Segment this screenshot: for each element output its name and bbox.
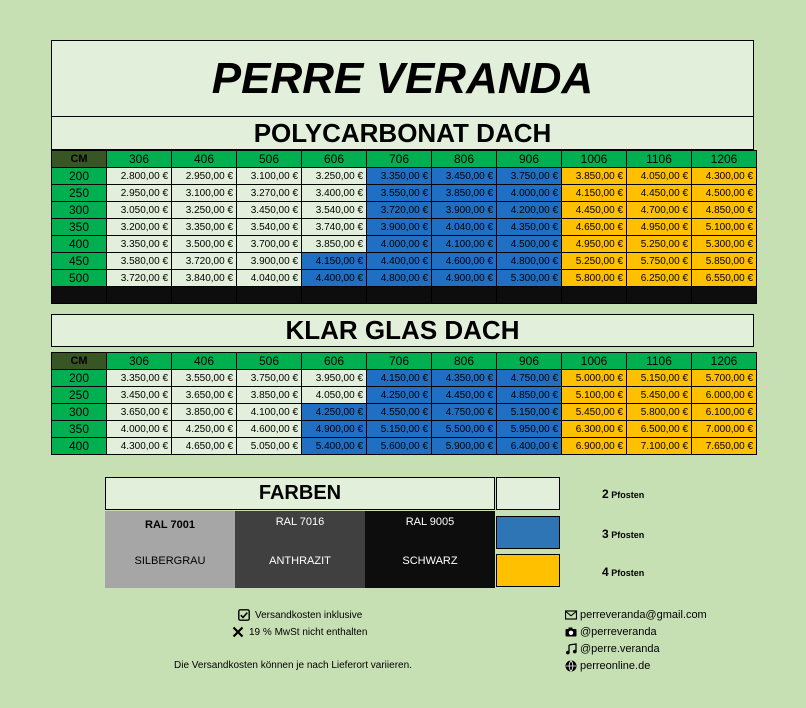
swatch-name: ANTHRAZIT — [269, 555, 331, 567]
table-row — [52, 421, 757, 438]
price-cell: 3.850,00 € — [432, 185, 497, 202]
cross-icon — [232, 626, 244, 638]
price-cell: 3.750,00 € — [497, 168, 562, 185]
width-header: 1106 — [627, 151, 692, 168]
music-note-icon — [565, 643, 577, 655]
price-cell: 3.250,00 € — [302, 168, 367, 185]
width-header: 406 — [172, 151, 237, 168]
width-header: 906 — [497, 151, 562, 168]
price-cell: 4.000,00 € — [497, 185, 562, 202]
width-header: 1106 — [627, 353, 692, 370]
price-cell: 3.650,00 € — [107, 404, 172, 421]
price-cell: 3.900,00 € — [367, 219, 432, 236]
price-cell: 4.750,00 € — [432, 404, 497, 421]
width-header: 606 — [302, 353, 367, 370]
price-cell: 5.150,00 € — [367, 421, 432, 438]
price-cell: 7.650,00 € — [692, 438, 757, 455]
price-cell: 3.400,00 € — [302, 185, 367, 202]
separator-cell — [432, 287, 497, 304]
depth-header: 200 — [52, 168, 107, 185]
table-row — [52, 270, 757, 287]
separator-cell — [627, 287, 692, 304]
separator-cell — [52, 287, 107, 304]
legend-swatch-3 — [496, 516, 560, 549]
width-header: 1206 — [692, 151, 757, 168]
width-header: 606 — [302, 151, 367, 168]
table-row — [52, 387, 757, 404]
price-cell: 5.250,00 € — [627, 236, 692, 253]
price-cell: 5.300,00 € — [497, 270, 562, 287]
swatch-name: SILBERGRAU — [134, 555, 206, 567]
price-cell: 4.250,00 € — [302, 404, 367, 421]
price-cell: 4.040,00 € — [432, 219, 497, 236]
note-shipping-varies: Die Versandkosten können je nach Lieferort variieren. — [174, 660, 412, 671]
poly-section-title: POLYCARBONAT DACH — [51, 117, 754, 150]
price-cell: 5.450,00 € — [627, 387, 692, 404]
price-cell: 4.350,00 € — [497, 219, 562, 236]
price-cell: 3.050,00 € — [107, 202, 172, 219]
width-header: 1006 — [562, 353, 627, 370]
price-cell: 3.900,00 € — [237, 253, 302, 270]
depth-header: 300 — [52, 202, 107, 219]
width-header: 806 — [432, 151, 497, 168]
price-cell: 4.300,00 € — [107, 438, 172, 455]
price-cell: 4.100,00 € — [237, 404, 302, 421]
swatch-code: RAL 7001 — [145, 519, 195, 531]
price-cell: 3.100,00 € — [172, 185, 237, 202]
price-cell: 4.800,00 € — [497, 253, 562, 270]
price-cell: 4.900,00 € — [302, 421, 367, 438]
price-cell: 5.850,00 € — [692, 253, 757, 270]
table-row — [52, 370, 757, 387]
depth-header: 350 — [52, 421, 107, 438]
price-cell: 3.500,00 € — [172, 236, 237, 253]
price-cell: 4.650,00 € — [172, 438, 237, 455]
price-cell: 3.720,00 € — [172, 253, 237, 270]
separator-cell — [692, 287, 757, 304]
price-cell: 4.150,00 € — [562, 185, 627, 202]
width-header: 506 — [237, 353, 302, 370]
price-cell: 5.900,00 € — [432, 438, 497, 455]
price-cell: 4.400,00 € — [367, 253, 432, 270]
price-cell: 3.700,00 € — [237, 236, 302, 253]
price-cell: 5.800,00 € — [627, 404, 692, 421]
width-header: 806 — [432, 353, 497, 370]
brand-title-box — [51, 40, 754, 117]
price-cell: 3.900,00 € — [432, 202, 497, 219]
price-cell: 5.450,00 € — [562, 404, 627, 421]
price-cell: 3.850,00 € — [562, 168, 627, 185]
corner-header: CM — [52, 353, 107, 370]
price-cell: 3.450,00 € — [237, 202, 302, 219]
price-cell: 4.000,00 € — [367, 236, 432, 253]
price-cell: 3.650,00 € — [172, 387, 237, 404]
price-cell: 5.950,00 € — [497, 421, 562, 438]
poly-price-table — [51, 150, 757, 304]
price-cell: 4.900,00 € — [432, 270, 497, 287]
price-cell: 4.450,00 € — [627, 185, 692, 202]
legend-label-4: 4 Pfosten — [602, 565, 645, 579]
price-cell: 3.450,00 € — [107, 387, 172, 404]
price-cell: 6.400,00 € — [497, 438, 562, 455]
depth-header: 250 — [52, 387, 107, 404]
price-cell: 5.800,00 € — [562, 270, 627, 287]
price-cell: 3.100,00 € — [237, 168, 302, 185]
price-cell: 3.740,00 € — [302, 219, 367, 236]
swatch-code: RAL 7016 — [275, 516, 325, 528]
price-cell: 5.150,00 € — [627, 370, 692, 387]
price-cell: 3.840,00 € — [172, 270, 237, 287]
price-cell: 4.550,00 € — [367, 404, 432, 421]
table-row — [52, 168, 757, 185]
price-cell: 4.300,00 € — [692, 168, 757, 185]
price-cell: 5.500,00 € — [432, 421, 497, 438]
price-cell: 3.350,00 € — [367, 168, 432, 185]
price-cell: 5.750,00 € — [627, 253, 692, 270]
price-cell: 2.950,00 € — [107, 185, 172, 202]
price-cell: 3.250,00 € — [172, 202, 237, 219]
price-cell: 3.750,00 € — [237, 370, 302, 387]
contact-tiktok[interactable]: @perre.veranda — [565, 643, 660, 655]
price-cell: 3.850,00 € — [237, 387, 302, 404]
glas-price-table — [51, 352, 757, 455]
swatch-code: RAL 9005 — [405, 516, 455, 528]
price-cell: 3.850,00 € — [172, 404, 237, 421]
swatch-silbergrau — [105, 511, 235, 588]
price-cell: 4.600,00 € — [432, 253, 497, 270]
width-header: 706 — [367, 151, 432, 168]
price-cell: 5.100,00 € — [562, 387, 627, 404]
price-cell: 4.150,00 € — [367, 370, 432, 387]
separator-cell — [107, 287, 172, 304]
price-cell: 4.650,00 € — [562, 219, 627, 236]
price-cell: 2.800,00 € — [107, 168, 172, 185]
table-row — [52, 185, 757, 202]
depth-header: 500 — [52, 270, 107, 287]
note-shipping-included: Versandkosten inklusive — [238, 609, 362, 621]
price-cell: 5.150,00 € — [497, 404, 562, 421]
price-cell: 4.600,00 € — [237, 421, 302, 438]
price-cell: 3.550,00 € — [172, 370, 237, 387]
table-row — [52, 438, 757, 455]
price-cell: 4.400,00 € — [302, 270, 367, 287]
width-header: 506 — [237, 151, 302, 168]
header-row — [52, 151, 757, 168]
price-cell: 2.950,00 € — [172, 168, 237, 185]
price-cell: 6.250,00 € — [627, 270, 692, 287]
depth-header: 450 — [52, 253, 107, 270]
price-cell: 3.850,00 € — [302, 236, 367, 253]
header-row — [52, 353, 757, 370]
swatch-schwarz — [365, 511, 495, 588]
price-cell: 4.050,00 € — [627, 168, 692, 185]
globe-icon — [565, 660, 577, 672]
price-cell: 7.000,00 € — [692, 421, 757, 438]
price-cell: 3.720,00 € — [367, 202, 432, 219]
legend-swatch-2 — [496, 477, 560, 510]
farben-title: FARBEN — [105, 477, 495, 510]
price-cell: 4.200,00 € — [497, 202, 562, 219]
camera-icon — [565, 626, 577, 638]
price-cell: 6.100,00 € — [692, 404, 757, 421]
price-cell: 4.950,00 € — [627, 219, 692, 236]
price-cell: 4.250,00 € — [172, 421, 237, 438]
price-cell: 3.350,00 € — [107, 236, 172, 253]
depth-header: 250 — [52, 185, 107, 202]
glas-section-title: KLAR GLAS DACH — [51, 314, 754, 347]
price-cell: 3.580,00 € — [107, 253, 172, 270]
table-row — [52, 404, 757, 421]
table-row — [52, 202, 757, 219]
width-header: 406 — [172, 353, 237, 370]
price-cell: 4.050,00 € — [302, 387, 367, 404]
price-cell: 6.550,00 € — [692, 270, 757, 287]
price-cell: 5.600,00 € — [367, 438, 432, 455]
price-cell: 4.040,00 € — [237, 270, 302, 287]
separator-cell — [172, 287, 237, 304]
brand-title: PERRE VERANDA — [211, 53, 594, 103]
price-cell: 3.450,00 € — [432, 168, 497, 185]
price-cell: 5.000,00 € — [562, 370, 627, 387]
separator-cell — [497, 287, 562, 304]
price-cell: 4.100,00 € — [432, 236, 497, 253]
price-cell: 6.300,00 € — [562, 421, 627, 438]
price-cell: 3.540,00 € — [302, 202, 367, 219]
corner-header: CM — [52, 151, 107, 168]
contact-instagram[interactable]: @perreveranda — [565, 626, 657, 638]
swatch-name: SCHWARZ — [402, 555, 458, 567]
contact-email[interactable]: perreveranda@gmail.com — [565, 609, 707, 621]
legend-label-2: 2 Pfosten — [602, 487, 645, 501]
separator-cell — [367, 287, 432, 304]
separator-row — [52, 287, 757, 304]
depth-header: 300 — [52, 404, 107, 421]
swatch-anthrazit — [235, 511, 365, 588]
price-cell: 3.540,00 € — [237, 219, 302, 236]
price-cell: 5.100,00 € — [692, 219, 757, 236]
price-cell: 4.250,00 € — [367, 387, 432, 404]
price-cell: 5.050,00 € — [237, 438, 302, 455]
separator-cell — [237, 287, 302, 304]
price-cell: 4.000,00 € — [107, 421, 172, 438]
table-row — [52, 253, 757, 270]
width-header: 706 — [367, 353, 432, 370]
price-cell: 3.270,00 € — [237, 185, 302, 202]
note-vat: 19 % MwSt nicht enthalten — [232, 626, 367, 638]
price-cell: 5.300,00 € — [692, 236, 757, 253]
price-cell: 4.500,00 € — [692, 185, 757, 202]
width-header: 1206 — [692, 353, 757, 370]
table-row — [52, 236, 757, 253]
legend-swatch-4 — [496, 554, 560, 587]
price-cell: 4.800,00 € — [367, 270, 432, 287]
price-cell: 6.000,00 € — [692, 387, 757, 404]
legend-label-3: 3 Pfosten — [602, 527, 645, 541]
width-header: 906 — [497, 353, 562, 370]
price-cell: 3.200,00 € — [107, 219, 172, 236]
price-cell: 5.700,00 € — [692, 370, 757, 387]
price-cell: 4.450,00 € — [432, 387, 497, 404]
width-header: 1006 — [562, 151, 627, 168]
price-cell: 4.950,00 € — [562, 236, 627, 253]
price-cell: 3.720,00 € — [107, 270, 172, 287]
price-cell: 3.950,00 € — [302, 370, 367, 387]
depth-header: 400 — [52, 438, 107, 455]
contact-website[interactable]: perreonline.de — [565, 660, 650, 672]
mail-icon — [565, 609, 577, 621]
checkbox-checked-icon — [238, 609, 250, 621]
price-cell: 4.350,00 € — [432, 370, 497, 387]
price-cell: 5.400,00 € — [302, 438, 367, 455]
price-cell: 4.850,00 € — [497, 387, 562, 404]
price-cell: 4.450,00 € — [562, 202, 627, 219]
price-cell: 3.550,00 € — [367, 185, 432, 202]
price-cell: 4.500,00 € — [497, 236, 562, 253]
table-row — [52, 219, 757, 236]
depth-header: 200 — [52, 370, 107, 387]
price-cell: 5.250,00 € — [562, 253, 627, 270]
price-cell: 6.500,00 € — [627, 421, 692, 438]
price-cell: 4.700,00 € — [627, 202, 692, 219]
price-cell: 4.850,00 € — [692, 202, 757, 219]
price-cell: 6.900,00 € — [562, 438, 627, 455]
price-cell: 3.350,00 € — [172, 219, 237, 236]
price-cell: 3.350,00 € — [107, 370, 172, 387]
price-cell: 4.750,00 € — [497, 370, 562, 387]
width-header: 306 — [107, 151, 172, 168]
separator-cell — [302, 287, 367, 304]
price-cell: 7.100,00 € — [627, 438, 692, 455]
separator-cell — [562, 287, 627, 304]
depth-header: 350 — [52, 219, 107, 236]
depth-header: 400 — [52, 236, 107, 253]
width-header: 306 — [107, 353, 172, 370]
price-cell: 4.150,00 € — [302, 253, 367, 270]
